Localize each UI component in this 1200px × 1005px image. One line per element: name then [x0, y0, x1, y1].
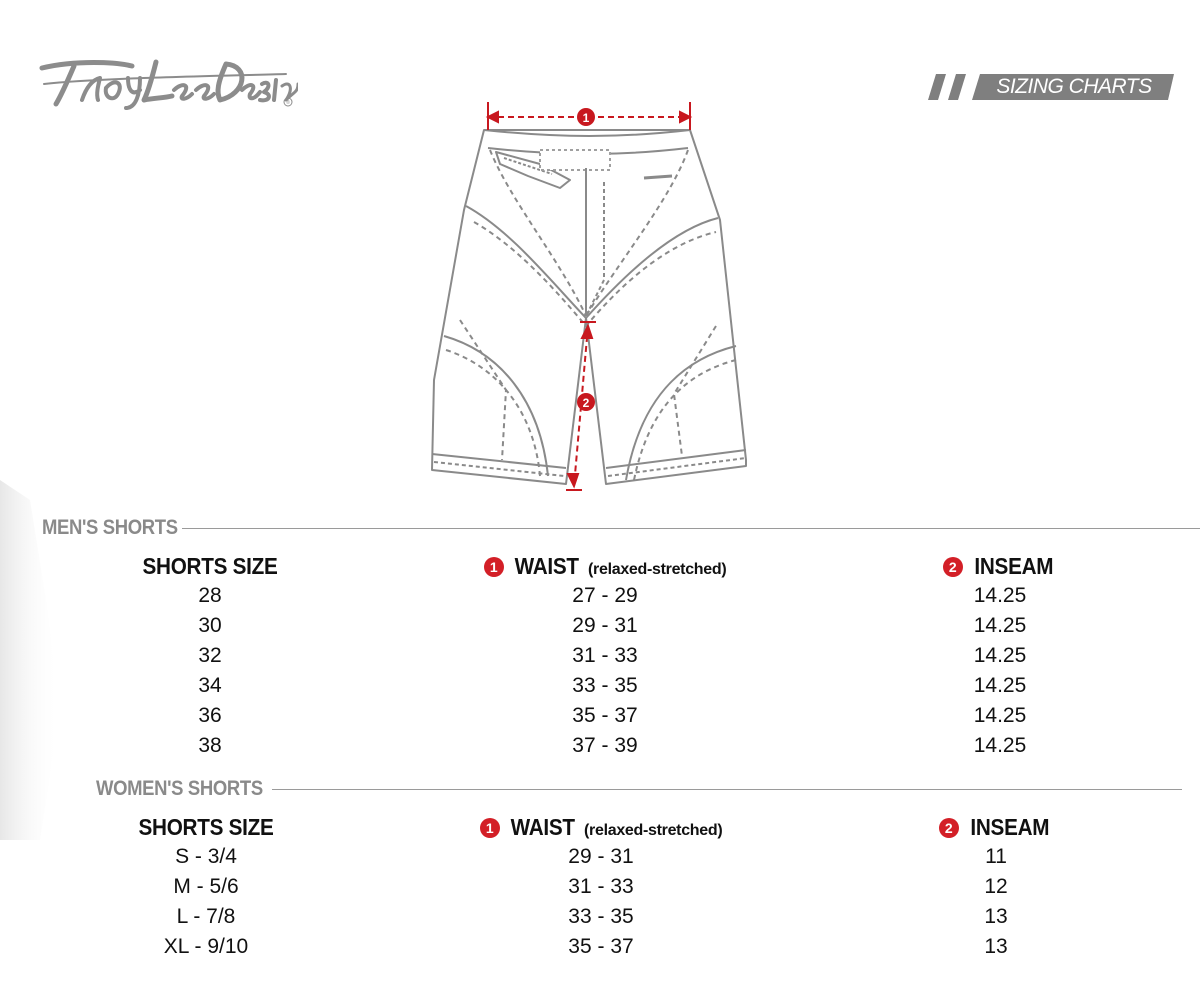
womens-header-waist: 1 WAIST (relaxed-stretched)	[436, 812, 766, 842]
table-row	[0, 581, 1200, 611]
inseam-cell: 14.25	[973, 614, 1027, 637]
inseam-cell: 14.25	[973, 644, 1027, 667]
inseam-cell: 14.25	[973, 674, 1027, 697]
mens-table-header	[0, 551, 1200, 581]
inseam-cell: 14.25	[973, 584, 1027, 607]
waist-cell: 37 - 39	[572, 734, 638, 757]
table-row	[0, 842, 1200, 872]
svg-text:1: 1	[582, 111, 590, 125]
waist-cell: 35 - 37	[572, 704, 638, 727]
shorts-diagram	[420, 90, 760, 500]
waist-cell: 35 - 37	[568, 935, 634, 958]
sizing-charts-badge	[928, 72, 1174, 100]
inseam-cell: 13	[984, 935, 1008, 958]
table-row	[0, 671, 1200, 701]
waist-cell: 31 - 33	[568, 875, 634, 898]
inseam-cell: 11	[985, 845, 1007, 868]
womens-size-table	[0, 812, 1200, 962]
inseam-cell: 12	[984, 875, 1008, 898]
table-row	[0, 611, 1200, 641]
waist-cell: 33 - 35	[568, 905, 634, 928]
mens-section-title: MEN'S SHORTS	[42, 516, 178, 539]
inseam-cell: 14.25	[973, 734, 1027, 757]
mens-section-rule	[182, 528, 1200, 529]
waist-cell: 29 - 31	[572, 614, 638, 637]
size-cell: XL - 9/10	[163, 935, 249, 958]
mens-header-size: SHORTS SIZE	[142, 553, 278, 579]
table-row	[0, 701, 1200, 731]
table-row	[0, 731, 1200, 761]
inseam-number-icon: 2	[939, 818, 959, 838]
womens-header-inseam: 2 INSEAM	[876, 812, 1116, 842]
table-row	[0, 902, 1200, 932]
mens-header-inseam: 2 INSEAM	[880, 551, 1120, 581]
size-cell: 34	[198, 674, 222, 697]
womens-header-size: SHORTS SIZE	[138, 814, 274, 840]
waist-cell: 33 - 35	[572, 674, 638, 697]
size-cell: L - 7/8	[176, 905, 236, 928]
svg-text:2: 2	[582, 396, 590, 410]
mens-section-header	[42, 515, 1200, 541]
waist-cell: 27 - 29	[572, 584, 638, 607]
womens-section-rule	[272, 789, 1182, 790]
waist-cell: 31 - 33	[572, 644, 638, 667]
womens-section-title: WOMEN'S SHORTS	[96, 777, 263, 800]
inseam-number-icon: 2	[943, 557, 963, 577]
womens-table-header	[0, 812, 1200, 842]
size-cell: 38	[198, 734, 222, 757]
size-cell: 32	[198, 644, 222, 667]
sizing-charts-label: SIZING CHARTS	[996, 75, 1152, 98]
womens-section-header	[96, 776, 1182, 802]
waist-cell: 29 - 31	[568, 845, 634, 868]
mens-size-table	[0, 551, 1200, 761]
size-cell: S - 3/4	[175, 845, 237, 868]
size-cell: 30	[198, 614, 222, 637]
troy-lee-designs-logo	[36, 54, 298, 112]
waist-number-icon: 1	[484, 557, 504, 577]
size-cell: 28	[198, 584, 222, 607]
inseam-cell: 13	[984, 905, 1008, 928]
registered-mark: ®	[286, 100, 290, 106]
table-row	[0, 932, 1200, 962]
waist-number-icon: 1	[480, 818, 500, 838]
size-cell: M - 5/6	[173, 875, 239, 898]
inseam-cell: 14.25	[973, 704, 1027, 727]
table-row	[0, 641, 1200, 671]
table-row	[0, 872, 1200, 902]
size-cell: 36	[198, 704, 222, 727]
mens-header-waist: 1 WAIST (relaxed-stretched)	[440, 551, 770, 581]
